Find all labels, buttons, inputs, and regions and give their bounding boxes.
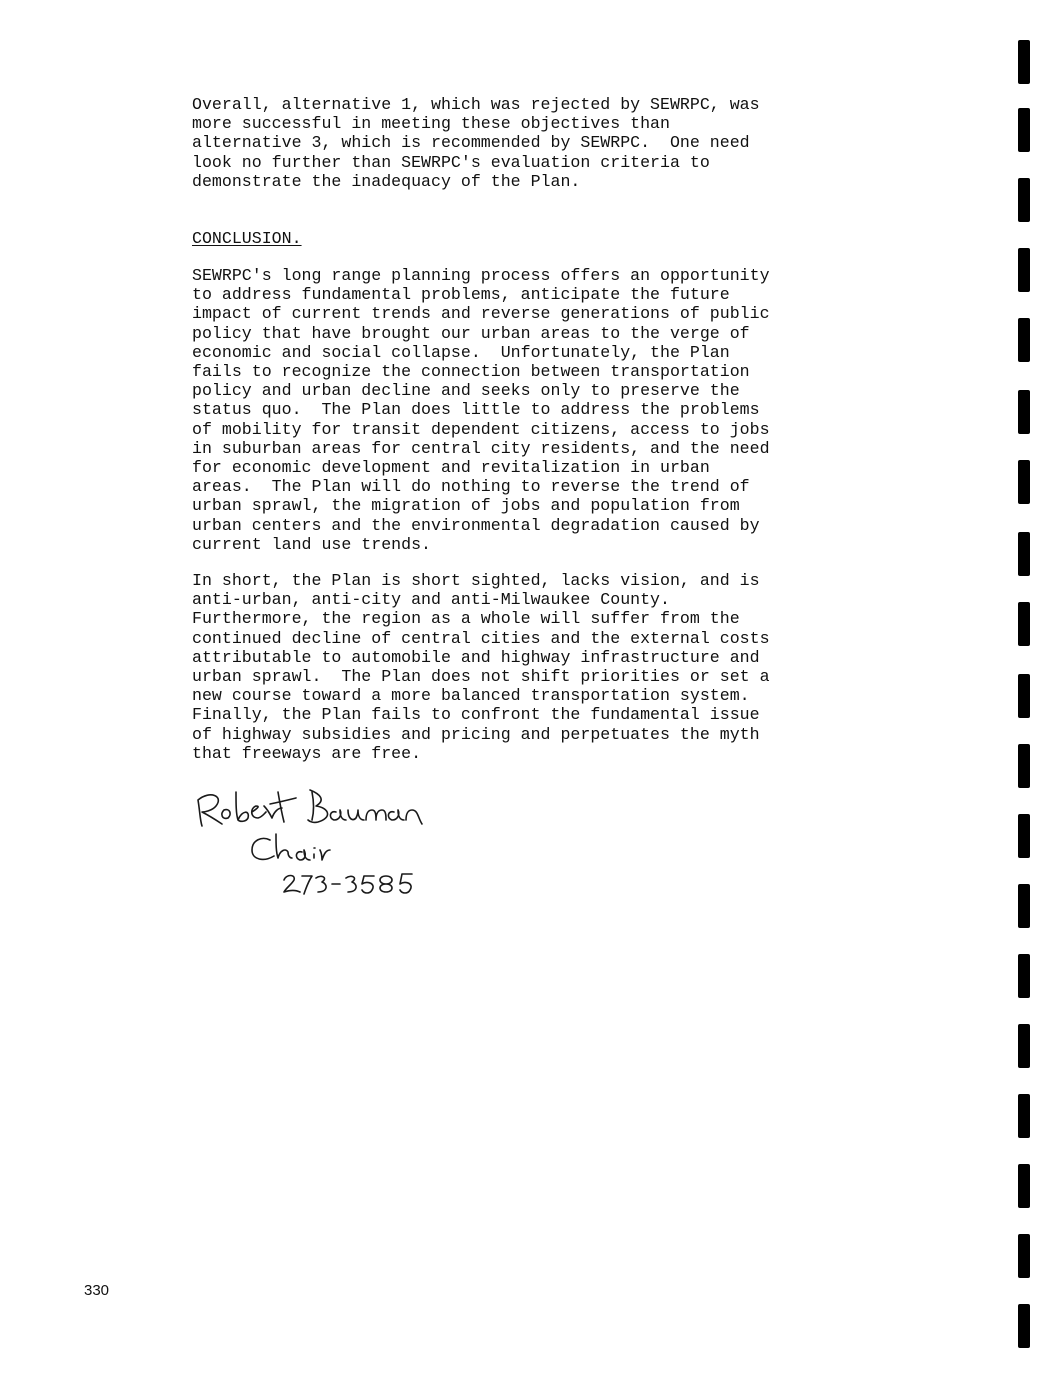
binding-mark xyxy=(1018,602,1030,646)
binding-mark xyxy=(1018,178,1030,222)
handwritten-signature xyxy=(190,778,490,908)
binding-mark xyxy=(1018,674,1030,718)
binding-mark xyxy=(1018,318,1030,362)
binding-mark xyxy=(1018,744,1030,788)
paragraph-summary: In short, the Plan is short sighted, lacks vision, and is anti-urban, anti-city and anti-Milwaukee County. Furthermore, the region as a whole will suffer from the continued decline of central cities and the external costs attributable to automobile and highway infrastructure and urban sprawl. The Plan does not shift priorities or set a new course toward a more balanced transportation system. Finally, the Plan fails to confront the fundamental issue of highway subsidies and pricing and perpetuates the myth that freeways are free. xyxy=(192,571,770,763)
binding-hole-marks xyxy=(1018,0,1038,1380)
section-heading-conclusion: CONCLUSION. xyxy=(192,229,302,248)
binding-mark xyxy=(1018,390,1030,434)
binding-mark xyxy=(1018,1024,1030,1068)
binding-mark xyxy=(1018,1094,1030,1138)
binding-mark xyxy=(1018,248,1030,292)
binding-mark xyxy=(1018,40,1030,84)
page-number: 330 xyxy=(84,1282,110,1299)
paragraph-alternatives: Overall, alternative 1, which was rejected by SEWRPC, was more successful in meeting these objectives than alternative 3, which is recommended by SEWRPC. One need look no further than SEWRPC's evaluation criteria to demonstrate the inadequacy of the Plan. xyxy=(192,95,760,191)
binding-mark xyxy=(1018,884,1030,928)
binding-mark xyxy=(1018,1164,1030,1208)
binding-mark xyxy=(1018,532,1030,576)
binding-mark xyxy=(1018,1304,1030,1348)
binding-mark xyxy=(1018,108,1030,152)
binding-mark xyxy=(1018,814,1030,858)
paragraph-conclusion: SEWRPC's long range planning process offers an opportunity to address fundamental problems, anticipate the future impact of current trends and reverse generations of public policy that have brought our urban areas to the verge of economic and social collapse. Unfortunately, the Plan fails to recognize the connection between transportation policy and urban decline and seeks only to preserve the status quo. The Plan does little to address the problems of mobility for transit dependent citizens, access to jobs in suburban areas for central city residents, and the need for economic development and revitalization in urban areas. The Plan will do nothing to reverse the trend of urban sprawl, the migration of jobs and population from urban centers and the environmental degradation caused by current land use trends. xyxy=(192,266,770,554)
binding-mark xyxy=(1018,1234,1030,1278)
binding-mark xyxy=(1018,954,1030,998)
binding-mark xyxy=(1018,460,1030,504)
